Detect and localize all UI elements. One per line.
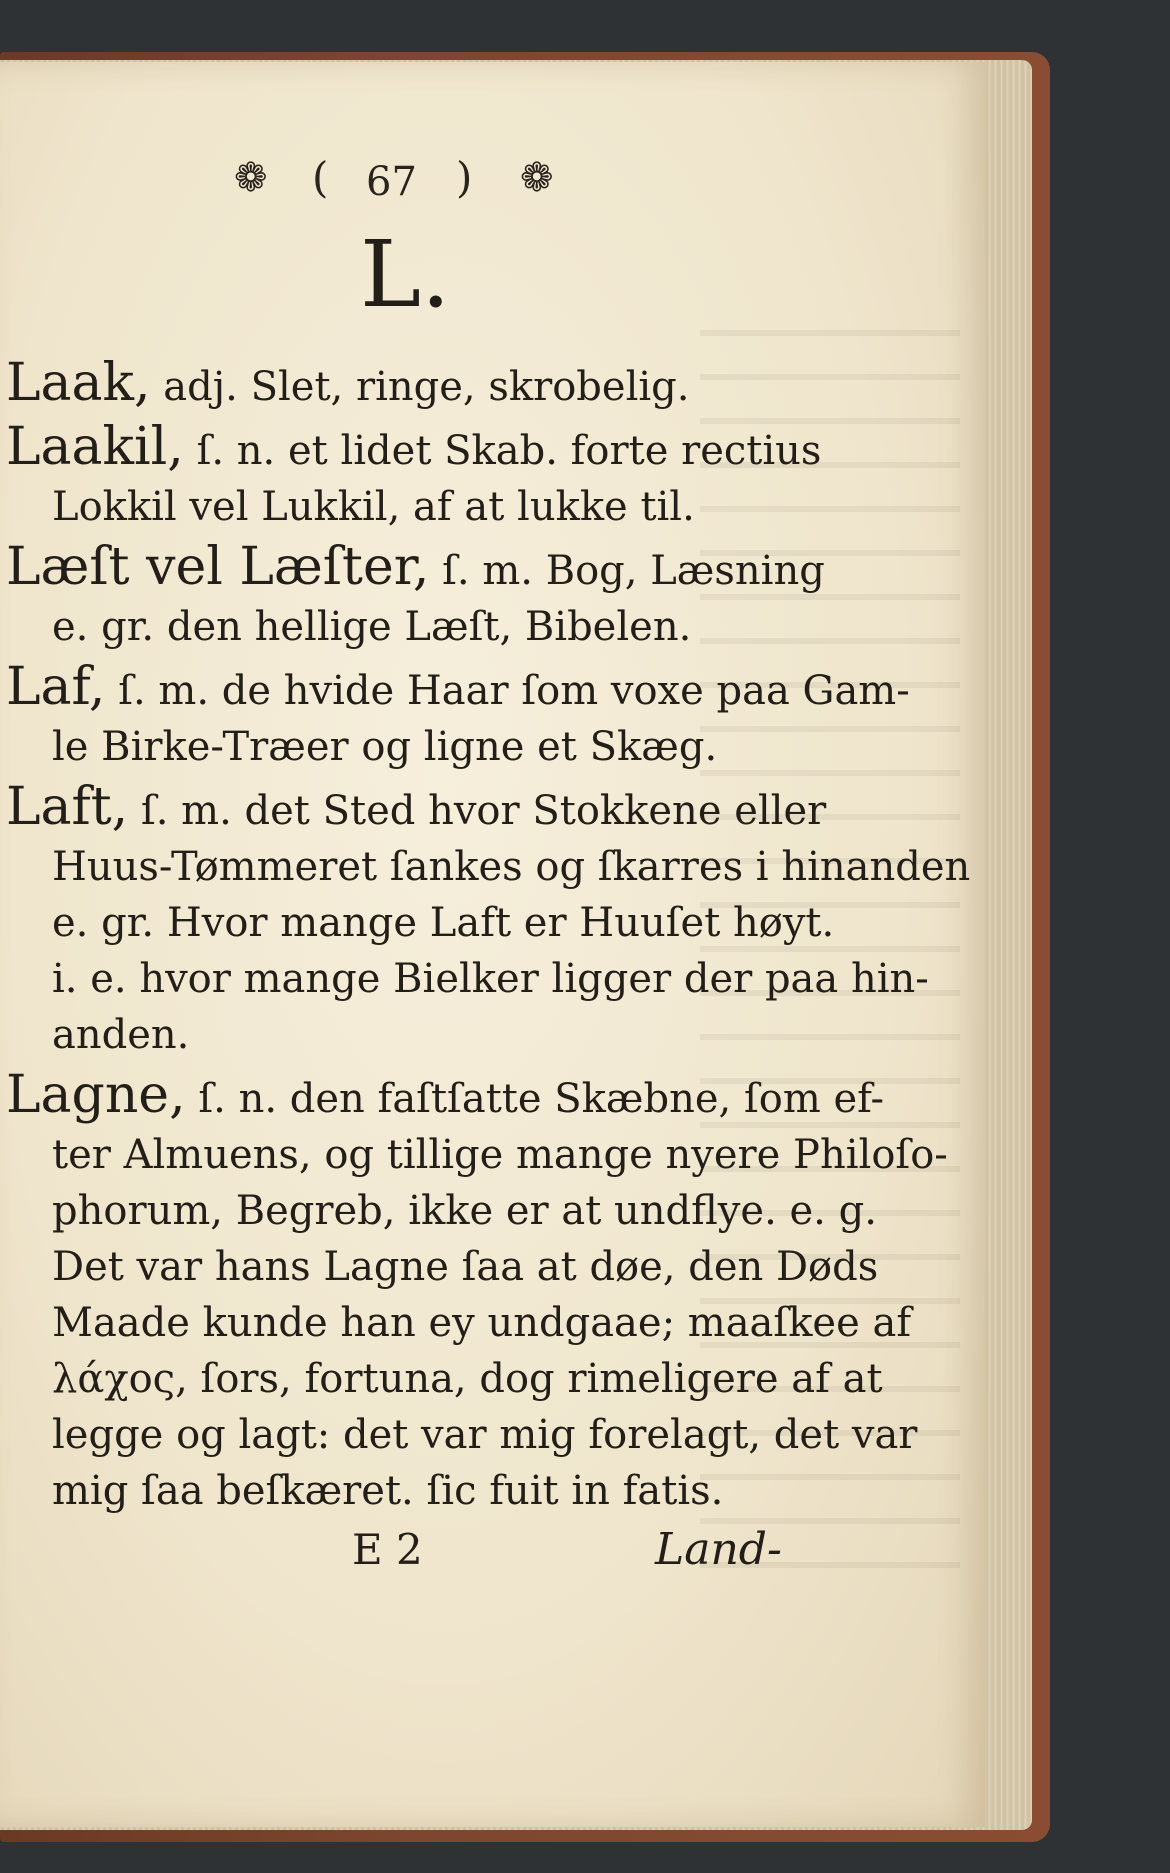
entry-text: ſ. m. Bog, Læsning (442, 548, 825, 594)
page-footer (0, 1520, 985, 1580)
headword: Laft, (6, 777, 129, 837)
entry-text: λάχος, ſors, fortuna, dog rimeligere af at (52, 1356, 883, 1402)
flower-ornament-icon: ❁ (234, 155, 268, 201)
entry-text: i. e. hvor mange Bielker ligger der paa hin- (52, 956, 929, 1002)
flower-ornament-icon: ❁ (520, 155, 554, 201)
entry-laest (6, 537, 825, 655)
entry-text: legge og lagt: det var mig forelagt, det var (52, 1412, 918, 1458)
entry-laf (6, 657, 910, 775)
headword: Laf, (6, 657, 106, 717)
entry-lagne (6, 1065, 948, 1519)
entry-laakil (6, 417, 822, 535)
headword: Laak, (6, 353, 151, 413)
entry-text: mig ſaa beſkæret. ſic fuit in fatis. (52, 1468, 724, 1514)
entry-text: Huus-Tømmeret ſankes og ſkarres i hinanden (52, 844, 971, 890)
catchword: Land- (655, 1524, 782, 1575)
entry-laft (6, 777, 971, 1063)
headword: Lagne, (6, 1065, 186, 1125)
entry-laak (6, 355, 796, 415)
page-header (0, 148, 985, 208)
entry-text: anden. (52, 1012, 190, 1058)
entry-text: ter Almuens, og tillige mange nyere Philoſo- (52, 1132, 948, 1178)
page-number: 67 (366, 159, 417, 205)
headword: Læſt vel Læſter, (6, 537, 430, 597)
header-paren-open: ( (312, 153, 329, 202)
entry-text: ſ. n. den faſtſatte Skæbne, ſom ef- (198, 1076, 885, 1122)
entry-text: le Birke-Træer og ligne et Skæg. (52, 724, 718, 770)
entry-text: ſ. m. det Sted hvor Stokkene eller (140, 788, 827, 834)
entry-text: e. gr. den hellige Læſt, Bibelen. (52, 604, 692, 650)
section-letter: L. (360, 221, 451, 328)
entry-text: phorum, Begreb, ikke er at undflye. e. g. (52, 1188, 877, 1234)
entry-text: ſ. m. de hvide Haar ſom voxe paa Gam- (118, 668, 910, 714)
headword: Laakil, (6, 417, 184, 477)
dictionary-entries (6, 353, 971, 1523)
entry-text: e. gr. Hvor mange Laft er Huuſet høyt. (52, 900, 835, 946)
signature-mark: E 2 (352, 1525, 423, 1574)
entry-text: Det var hans Lagne ſaa at døe, den Døds (52, 1244, 879, 1290)
entry-text: Maade kunde han ey undgaae; maaſkee af (52, 1300, 912, 1346)
header-paren-close: ) (456, 153, 473, 202)
entry-text: Lokkil vel Lukkil, af at lukke til. (52, 484, 695, 530)
entry-text: ſ. n. et lidet Skab. forte rectius (196, 428, 822, 474)
entry-text: adj. Slet, ringe, skrobelig. (163, 364, 690, 410)
